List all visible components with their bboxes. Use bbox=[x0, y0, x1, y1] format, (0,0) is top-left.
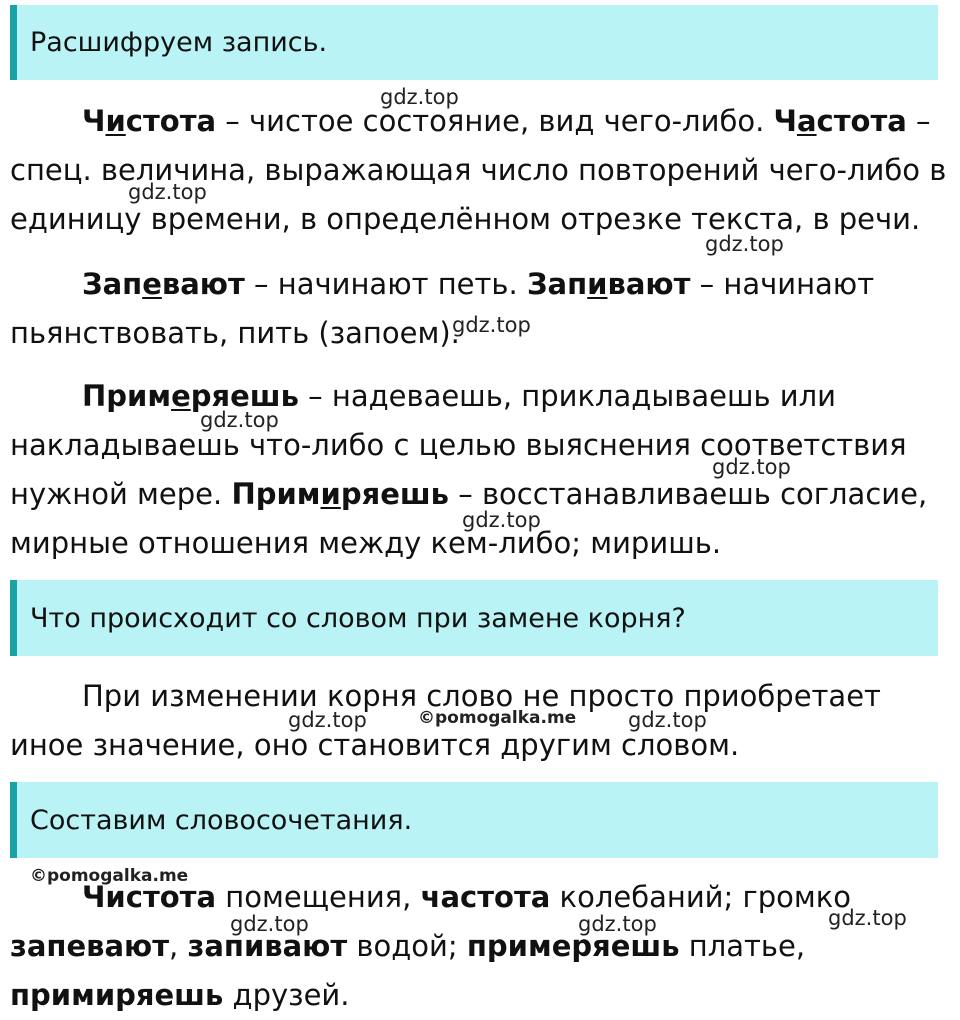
phrases-paragraph: Чистота помещения, частота колебаний; громко запевают, запивают водой; примеряешь платье, примиряешь друзей. bbox=[10, 880, 852, 1012]
watermark-gdz: gdz.top bbox=[452, 313, 531, 337]
term-word: Запивают bbox=[526, 267, 691, 301]
term-word: Частота bbox=[773, 104, 907, 138]
watermark-gdz: gdz.top bbox=[462, 508, 541, 532]
watermark-gdz: gdz.top bbox=[712, 455, 791, 479]
definition-paragraph: Чистота – чистое состояние, вид чего-либо. Частота – спец. величина, выражающая число повторений чего-либо в единицу времени, в определённом отрезке текста, в речи. bbox=[10, 104, 947, 236]
section-heading bbox=[10, 5, 938, 80]
section-heading bbox=[10, 782, 938, 858]
watermark-gdz: gdz.top bbox=[705, 232, 784, 256]
watermark-gdz: gdz.top bbox=[288, 708, 367, 732]
definition-paragraph: Примеряешь – надеваешь, прикладываешь или накладываешь что-либо с целью выяснения соответствия нужной мере. Примиряешь – восстанавливаешь согласие, мирные отношения между кем-либо; миришь. bbox=[10, 379, 928, 560]
term-word: Запевают bbox=[82, 267, 245, 301]
section-heading bbox=[10, 580, 938, 656]
term-word: Примиряешь bbox=[231, 477, 450, 511]
watermark-gdz: gdz.top bbox=[628, 708, 707, 732]
watermark-gdz: gdz.top bbox=[578, 912, 657, 936]
watermark-gdz: gdz.top bbox=[128, 180, 207, 204]
definition-paragraph: Запевают – начинают петь. Запивают – начинают пьянствовать, пить (запоем). bbox=[10, 267, 875, 350]
watermark-pomogalka: ©pomogalka.me bbox=[418, 708, 577, 728]
watermark-gdz: gdz.top bbox=[380, 85, 459, 109]
watermark-pomogalka: ©pomogalka.me bbox=[30, 866, 189, 886]
watermark-gdz: gdz.top bbox=[828, 906, 907, 930]
term-word: Чистота bbox=[82, 104, 217, 138]
term-word: Примеряешь bbox=[82, 379, 299, 413]
heading-text: Составим словосочетания. bbox=[30, 804, 413, 836]
heading-text: Что происходит со словом при замене корня? bbox=[30, 602, 686, 634]
watermark-gdz: gdz.top bbox=[230, 912, 309, 936]
answer-paragraph: При изменении корня слово не просто приобретает иное значение, оно становится другим словом. bbox=[10, 679, 881, 762]
heading-text: Расшифруем запись. bbox=[30, 27, 328, 58]
watermark-gdz: gdz.top bbox=[200, 408, 279, 432]
